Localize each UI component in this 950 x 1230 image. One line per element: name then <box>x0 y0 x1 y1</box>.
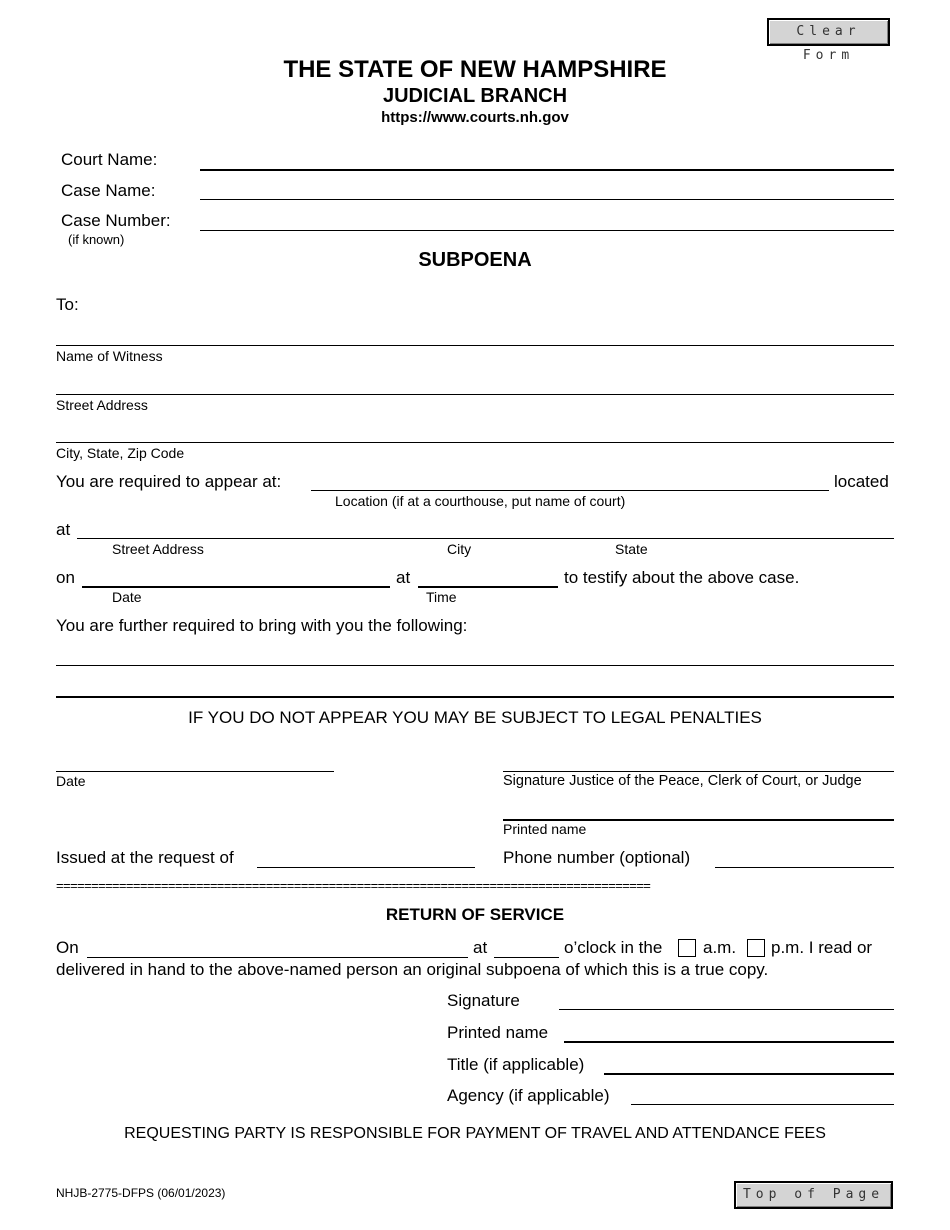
witness-name-caption: Name of Witness <box>56 348 163 364</box>
location-caption: Location (if at a courthouse, put name of court) <box>335 493 626 509</box>
witness-street-caption: Street Address <box>56 397 148 413</box>
top-of-page-button[interactable]: Top of Page <box>734 1181 893 1209</box>
address-street-caption: Street Address <box>112 541 204 557</box>
located-label: located <box>834 472 889 491</box>
return-on-label: On <box>56 938 79 957</box>
date-caption: Date <box>112 589 142 605</box>
printed-name-field[interactable] <box>503 797 894 821</box>
phone-label: Phone number (optional) <box>503 848 691 867</box>
address-state-caption: State <box>615 541 648 557</box>
case-name-field[interactable] <box>200 177 894 200</box>
pm-label: p.m. I read or <box>771 938 873 957</box>
document-title: SUBPOENA <box>418 249 532 271</box>
delivered-text: delivered in hand to the above-named person an original subpoena of which this is a true copy. <box>56 960 769 979</box>
signature-caption: Signature Justice of the Peace, Clerk of Court, or Judge <box>503 773 862 789</box>
time-caption: Time <box>426 589 457 605</box>
section-divider: ===================================================================================== <box>56 878 651 893</box>
return-printed-name-field[interactable] <box>564 1019 894 1043</box>
appear-date-field[interactable] <box>82 564 390 588</box>
am-label: a.m. <box>703 938 737 957</box>
printed-name-caption: Printed name <box>503 821 587 837</box>
case-number-label: Case Number: <box>61 211 171 230</box>
witness-city-caption: City, State, Zip Code <box>56 445 185 461</box>
form-id: NHJB-2775-DFPS (06/01/2023) <box>56 1186 226 1200</box>
bring-text: You are further required to bring with you the following: <box>56 616 468 635</box>
state-heading: THE STATE OF NEW HAMPSHIRE <box>283 56 667 83</box>
case-name-label: Case Name: <box>61 181 156 200</box>
at-time-label: at <box>396 568 411 587</box>
am-checkbox[interactable] <box>678 939 696 957</box>
return-signature-field[interactable] <box>559 987 894 1010</box>
testify-text: to testify about the above case. <box>564 568 800 587</box>
bring-items-field-2[interactable] <box>56 674 894 698</box>
return-at-label: at <box>473 938 488 957</box>
at-label: at <box>56 520 71 539</box>
court-name-label: Court Name: <box>61 150 158 169</box>
return-time-field[interactable] <box>494 935 559 958</box>
issue-date-caption: Date <box>56 773 86 789</box>
court-url: https://www.courts.nh.gov <box>381 109 569 126</box>
branch-heading: JUDICIAL BRANCH <box>382 85 568 107</box>
fees-notice: REQUESTING PARTY IS RESPONSIBLE FOR PAYMENT OF TRAVEL AND ATTENDANCE FEES <box>124 1125 826 1142</box>
appear-address-field[interactable] <box>77 516 894 539</box>
witness-city-field[interactable] <box>56 420 894 443</box>
to-label: To: <box>56 295 79 314</box>
issued-request-field[interactable] <box>257 845 475 868</box>
witness-name-field[interactable] <box>56 323 894 346</box>
pm-checkbox[interactable] <box>747 939 765 957</box>
clear-form-button[interactable]: Clear Form <box>767 18 890 46</box>
return-title: RETURN OF SERVICE <box>385 905 565 924</box>
penalty-warning: IF YOU DO NOT APPEAR YOU MAY BE SUBJECT TO LEGAL PENALTIES <box>188 708 762 727</box>
court-name-field[interactable] <box>200 147 894 171</box>
return-agency-field[interactable] <box>631 1082 894 1105</box>
appear-location-field[interactable] <box>311 468 829 491</box>
phone-field[interactable] <box>715 845 894 868</box>
appear-label: You are required to appear at: <box>56 472 282 491</box>
return-date-field[interactable] <box>87 935 468 958</box>
case-number-field[interactable] <box>200 208 894 231</box>
issued-request-label: Issued at the request of <box>56 848 234 867</box>
bring-items-field-1[interactable] <box>56 643 894 666</box>
address-city-caption: City <box>447 541 472 557</box>
issue-date-field[interactable] <box>56 749 334 772</box>
justice-signature-field[interactable] <box>503 749 894 772</box>
return-title-field[interactable] <box>604 1051 894 1075</box>
if-known-note: (if known) <box>68 232 125 247</box>
oclock-label: o’clock in the <box>564 938 663 957</box>
return-signature-label: Signature <box>447 991 520 1010</box>
return-printed-name-label: Printed name <box>447 1023 549 1042</box>
return-agency-label: Agency (if applicable) <box>447 1086 610 1105</box>
on-label: on <box>56 568 75 587</box>
return-title-label: Title (if applicable) <box>447 1055 585 1074</box>
witness-street-field[interactable] <box>56 372 894 395</box>
appear-time-field[interactable] <box>418 564 558 588</box>
